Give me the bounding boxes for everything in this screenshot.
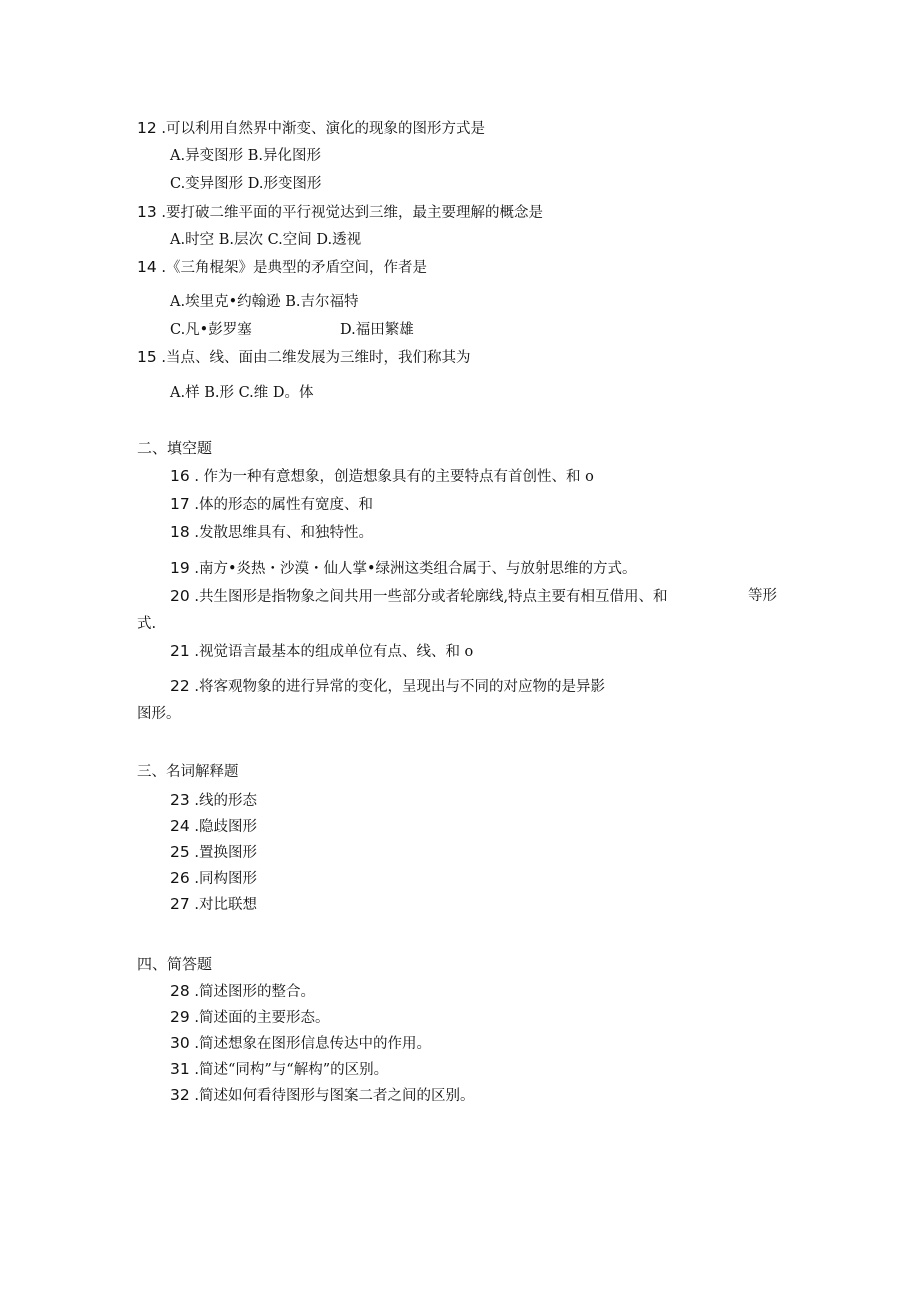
question-text: . 作为一种有意想象，创造想象具有的主要特点有首创性、和 o [194, 469, 594, 485]
question-text: .对比联想 [194, 897, 257, 913]
question-text: .线的形态 [194, 793, 257, 809]
question-16 [170, 466, 594, 487]
question-number: 26 [170, 869, 190, 887]
question-text: .同构图形 [194, 871, 257, 887]
question-number: 25 [170, 843, 190, 861]
question-number: 22 [170, 677, 190, 695]
question-22-continuation: 图形。 [137, 706, 181, 722]
question-text: .简述如何看待图形与图案二者之间的区别。 [194, 1088, 475, 1104]
question-stem: .要打破二维平面的平行视觉达到三维，最主要理解的概念是 [161, 205, 543, 221]
question-18 [170, 522, 373, 543]
question-text: .简述想象在图形信息传达中的作用。 [194, 1036, 431, 1052]
question-20-tail: 等形 [748, 588, 777, 604]
question-text: .将客观物象的进行异常的变化，呈现出与不同的对应物的是异影 [194, 679, 605, 695]
question-22 [170, 676, 605, 697]
question-12 [137, 118, 485, 139]
question-number: 19 [170, 559, 190, 577]
section-heading-fill-blank: 二、填空题 [137, 439, 213, 457]
question-14-option-d: D.福田繁雄 [340, 322, 414, 338]
question-number: 15 [137, 348, 157, 366]
section-heading-short-answer: 四、简答题 [137, 955, 213, 973]
question-12-options-ab: A.异变图形 B.异化图形 [170, 148, 321, 164]
question-27 [170, 894, 257, 915]
question-text: .共生图形是指物象之间共用一些部分或者轮廓线,特点主要有相互借用、和 [194, 589, 668, 605]
question-number: 31 [170, 1060, 190, 1078]
question-number: 17 [170, 495, 190, 513]
question-14 [137, 257, 427, 278]
question-number: 14 [137, 258, 157, 276]
question-number: 20 [170, 587, 190, 605]
question-29 [170, 1007, 329, 1028]
question-15-options: A.样 B.形 C.维 D。体 [170, 385, 314, 401]
question-14-options-ab: A.埃里克•约翰逊 B.吉尔福特 [170, 294, 359, 310]
question-number: 21 [170, 642, 190, 660]
question-26 [170, 868, 257, 889]
question-number: 30 [170, 1034, 190, 1052]
question-23 [170, 790, 257, 811]
question-14-option-c: C.凡•彭罗塞 [170, 322, 252, 338]
question-number: 29 [170, 1008, 190, 1026]
question-text: .置换图形 [194, 845, 257, 861]
question-32 [170, 1085, 474, 1106]
question-text: .南方•炎热・沙漠・仙人掌•绿洲这类组合属于、与放射思维的方式。 [194, 561, 637, 577]
question-stem: .可以利用自然界中渐变、演化的现象的图形方式是 [161, 121, 485, 137]
question-text: .简述“同构”与“解构”的区别。 [194, 1062, 389, 1078]
question-stem: .当点、线、面由二维发展为三维时，我们称其为 [161, 350, 471, 366]
question-25 [170, 842, 257, 863]
question-15 [137, 347, 470, 368]
question-number: 27 [170, 895, 190, 913]
question-number: 32 [170, 1086, 190, 1104]
question-number: 16 [170, 467, 190, 485]
question-text: .简述面的主要形态。 [194, 1010, 330, 1026]
question-24 [170, 816, 257, 837]
question-number: 28 [170, 982, 190, 1000]
question-13 [137, 202, 543, 223]
question-21 [170, 641, 473, 662]
question-31 [170, 1059, 388, 1080]
question-20 [170, 586, 668, 607]
question-number: 12 [137, 119, 157, 137]
question-stem: .《三角棍架》是典型的矛盾空间，作者是 [161, 260, 427, 276]
question-text: .视觉语言最基本的组成单位有点、线、和 o [194, 644, 474, 660]
section-heading-terms: 三、名词解释题 [137, 764, 239, 780]
question-number: 13 [137, 203, 157, 221]
question-20-continuation: 式. [137, 616, 157, 632]
question-text: .隐歧图形 [194, 819, 257, 835]
question-text: .体的形态的属性有宽度、和 [194, 497, 373, 513]
question-number: 23 [170, 791, 190, 809]
question-17 [170, 494, 373, 515]
question-30 [170, 1033, 431, 1054]
question-12-options-cd: C.变异图形 D.形变图形 [170, 176, 322, 192]
question-text: .发散思维具有、和独特性。 [194, 525, 373, 541]
question-number: 24 [170, 817, 190, 835]
question-19 [170, 558, 637, 579]
question-text: .简述图形的整合。 [194, 984, 315, 1000]
question-13-options: A.时空 B.层次 C.空间 D.透视 [170, 232, 362, 248]
question-28 [170, 981, 315, 1002]
question-number: 18 [170, 523, 190, 541]
